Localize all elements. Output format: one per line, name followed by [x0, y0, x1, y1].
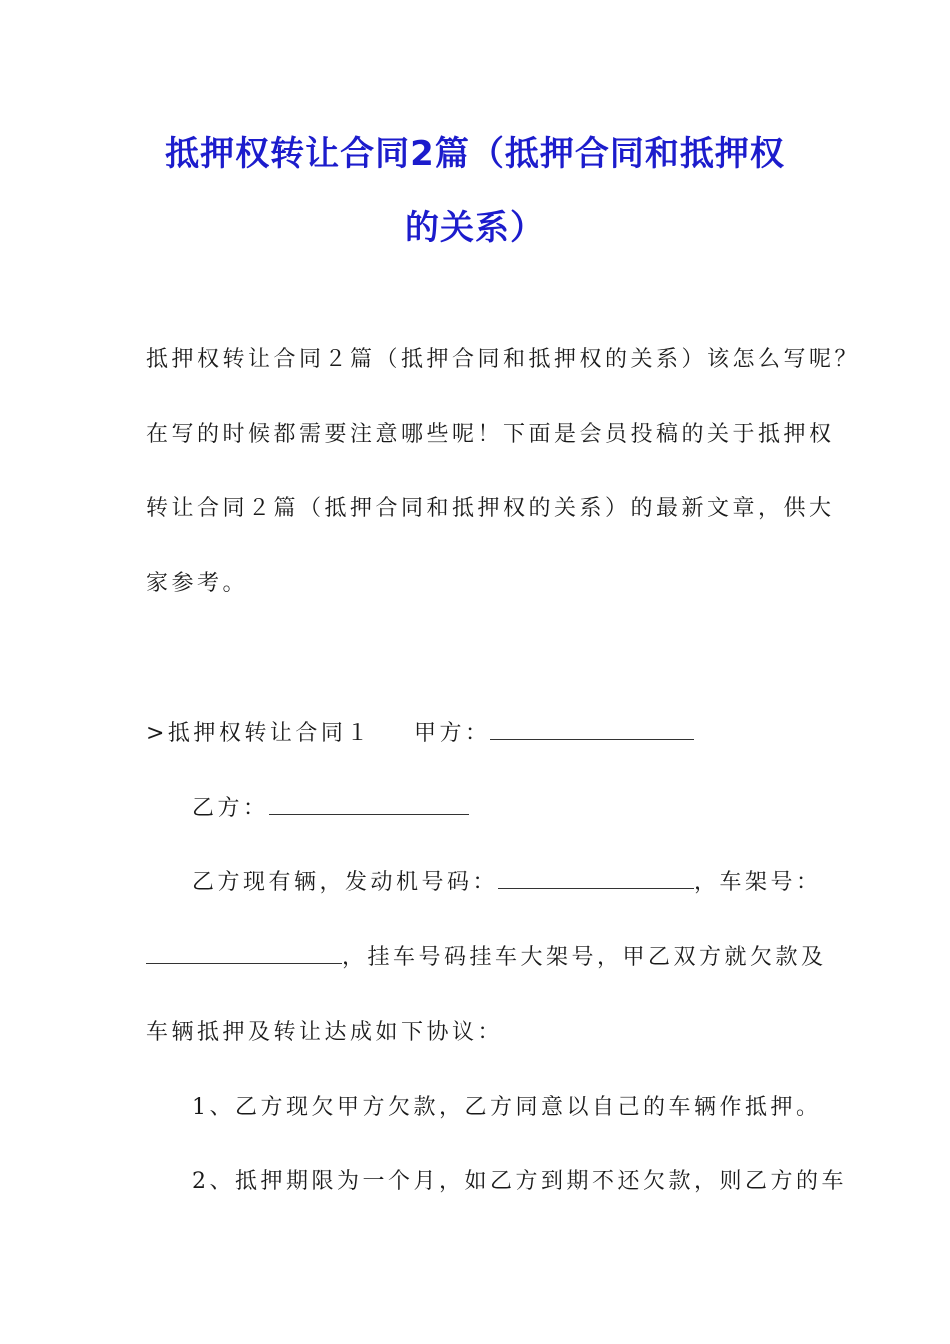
vehicle-row-1 [192, 868, 822, 898]
document-title-line-1: 抵押权转让合同2篇（抵押合同和抵押权 [165, 134, 785, 174]
engine-number-blank [498, 868, 694, 889]
vehicle-text-3: ，挂车号码挂车大架号，甲乙双方就欠款及 [342, 945, 827, 970]
intro-line-3: 转让合同２篇（抵押合同和抵押权的关系）的最新文章，供大 [146, 496, 835, 521]
party-b-row [192, 794, 469, 824]
vehicle-text-1: 乙方现有辆，发动机号码： [192, 870, 499, 895]
frame-number-blank [146, 943, 342, 964]
vehicle-row-2 [146, 943, 827, 973]
party-a-blank [490, 719, 694, 740]
clause-1: 1、乙方现欠甲方欠款，乙方同意以自己的车辆作抵押。 [192, 1095, 822, 1120]
contract-heading: >抵押权转让合同１ [146, 721, 372, 746]
document-title-line-2: 的关系） [405, 208, 545, 248]
intro-line-1: 抵押权转让合同２篇（抵押合同和抵押权的关系）该怎么写呢？ [146, 347, 861, 372]
clause-2: 2、抵押期限为一个月，如乙方到期不还欠款，则乙方的车 [192, 1169, 847, 1194]
party-b-label: 乙方： [192, 796, 269, 821]
party-a-label: 甲方： [413, 721, 491, 746]
contract-heading-row [146, 719, 694, 749]
vehicle-text-2: ，车架号： [694, 870, 822, 895]
party-b-blank [269, 794, 469, 815]
intro-line-4: 家参考。 [146, 571, 249, 596]
vehicle-row-3: 车辆抵押及转让达成如下协议： [146, 1020, 504, 1045]
intro-line-2: 在写的时候都需要注意哪些呢！下面是会员投稿的关于抵押权 [146, 422, 835, 447]
